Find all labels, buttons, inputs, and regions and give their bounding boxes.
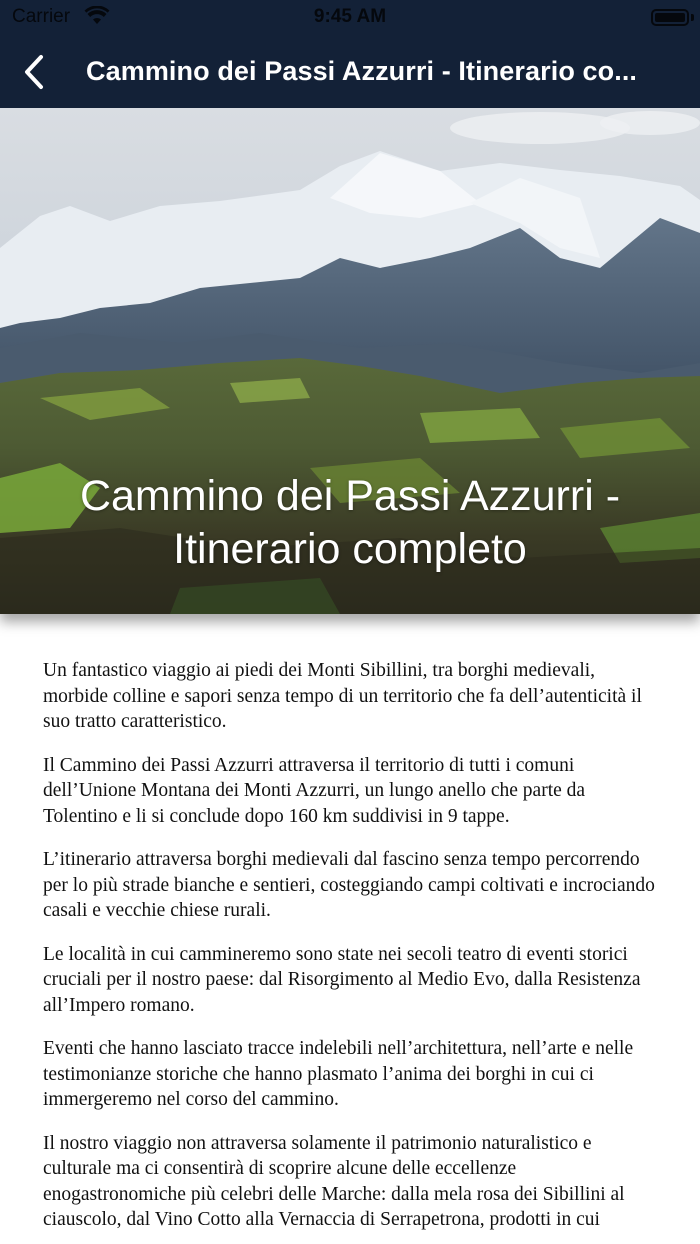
- chevron-left-icon: [23, 54, 45, 90]
- hero-title: [20, 470, 680, 576]
- nav-title: Cammino dei Passi Azzurri - Itinerario co...: [86, 56, 638, 86]
- paragraph: L’itinerario attraversa borghi medievali dal fascino senza tempo percorrendo per lo più strade bianche e sentieri, costeggiando campi coltivati e incrociando casali e vecchie chiese rurali.: [43, 849, 655, 921]
- paragraph: Il nostro viaggio non attraversa solamente il patrimonio naturalistico e culturale ma ci consentirà di scoprire alcune delle eccellenze enogastronomiche più celebri delle Marche: dalla mela rosa dei Sibillini al ciauscolo, dal Vino Cotto alla Vernaccia di Serrapetrona, prodotti in cui: [43, 1132, 625, 1230]
- paragraph: Un fantastico viaggio ai piedi dei Monti Sibillini, tra borghi medievali, morbide colline e sapori senza tempo di un territorio che fa dell’autenticità il suo tratto caratteristico.: [43, 660, 642, 732]
- carrier-label: Carrier: [12, 6, 71, 27]
- hero-title-line-1: Cammino dei Passi Azzurri -: [79, 472, 621, 520]
- top-bar: [0, 0, 700, 108]
- paragraph: Il Cammino dei Passi Azzurri attraversa il territorio di tutti i comuni dell’Unione Montana dei Monti Azzurri, un lungo anello che parte da Tolentino e li si conclude dopo 160 km suddivisi in 9 tappe.: [43, 754, 586, 827]
- article-body: [43, 658, 663, 1244]
- hero-image: [0, 108, 700, 614]
- battery-tip: [691, 14, 694, 21]
- paragraph: Le località in cui cammineremo sono state nei secoli teatro di eventi storici cruciali per il nostro paese: dal Risorgimento al Medio Evo, dalla Resistenza all’Impero romano.: [43, 943, 641, 1016]
- clock: 9:45 AM: [313, 6, 387, 27]
- hero-title-line-2: Itinerario completo: [173, 525, 527, 573]
- back-button[interactable]: [14, 50, 54, 94]
- paragraph: Eventi che hanno lasciato tracce indelebili nell’architettura, nell’arte e nelle testimonianze storiche che hanno plasmato l’anima dei borghi in cui ci immergeremo nel corso del cammino.: [43, 1038, 634, 1110]
- status-bar: [0, 0, 700, 36]
- navigation-bar: [0, 36, 700, 108]
- battery-icon: [651, 9, 689, 26]
